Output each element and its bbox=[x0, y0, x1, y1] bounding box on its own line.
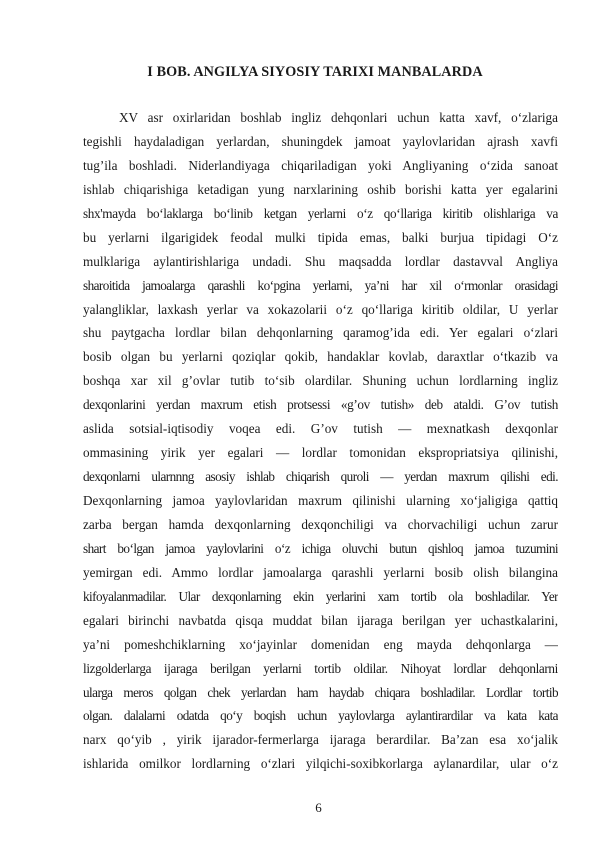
text-line: boshqa xar xil g’ovlar tutib to‘sib olardilar. Shuning uchun lordlarning ingliz bbox=[83, 373, 558, 389]
text-line: narx qo‘yib , yirik ijarador-fermerlarga ijaraga berardilar. Ba’zan esa xo‘jalik bbox=[83, 732, 558, 748]
text-line: tug’ila boshladi. Niderlandiyaga chiqariladigan yoki Angliyaning o‘zida sanoat bbox=[83, 157, 558, 173]
text-line: zarba bergan hamda dexqonlarning dexqonchiligi va chorvachiligi uchun zarur bbox=[83, 516, 558, 532]
text-line: ishlarida omilkor lordlarning o‘zlari yilqichi-soxibkorlarga aylanardilar, ular o‘z bbox=[83, 756, 558, 772]
text-line: shx'mayda bo‘laklarga bo‘linib ketgan yerlarni o‘z qo‘llariga kiritib olishlariga va bbox=[83, 205, 558, 221]
text-line: shu paytgacha lordlar bilan dehqonlarning qaramog’ida edi. Yer egalari o‘zlari bbox=[83, 325, 558, 341]
page-number: 6 bbox=[315, 800, 322, 815]
text-line: mulklariga aylantirishlariga undadi. Shu maqsadda lordlar dastavval Angliya bbox=[83, 253, 558, 269]
text-line: dexqonlarini yerdan maxrum etish protsessi «g’ov tutish» deb ataldi. G’ov tutish bbox=[83, 397, 558, 413]
text-line: ommasining yirik yer egalari — lordlar tomonidan ekspropriatsiya qilinishi, bbox=[83, 445, 558, 461]
chapter-heading: I BOB. ANGILYA SIYOSIY TARIXI MANBALARDA bbox=[147, 64, 483, 80]
text-line: bu yerlarni ilgarigidek feodal mulki tipida emas, balki burjua tipidagi O‘z bbox=[83, 229, 558, 245]
text-line: Dexqonlarning jamoa yaylovlaridan maxrum qilinishi ularning xo‘jaligiga qattiq bbox=[83, 493, 558, 508]
text-line: lizgolderlarga ijaraga berilgan yerlarni tortib oldilar. Nihoyat lordlar dehqonlarni bbox=[83, 660, 558, 676]
text-line: shart bo‘lgan jamoa yaylovlarini o‘z ichiga oluvchi butun qishloq jamoa tuzumini bbox=[83, 540, 558, 556]
text-line: aslida sotsial-iqtisodiy voqea edi. G’ov tutish — mexnatkash dexqonlar bbox=[83, 421, 558, 437]
text-line: yemirgan edi. Ammo lordlar jamoalarga qarashli yerlarni bosib olish bilangina bbox=[83, 564, 558, 580]
text-line: egalari birinchi navbatda qisqa muddat bilan ijaraga berilgan yer uchastkalarini, bbox=[83, 612, 558, 628]
text-line: ya’ni pomeshchiklarning xo‘jayinlar domenidan eng mayda dehqonlarga — bbox=[83, 636, 558, 652]
text-line: ularga meros qolgan chek yerlardan ham haydab chiqara boshladilar. Lordlar tortib bbox=[83, 684, 558, 700]
text-line: olgan. dalalarni odatda qo‘y boqish uchun yaylovlarga aylantirardilar va kata kata bbox=[83, 708, 558, 724]
text-line: yalangliklar, laxkash yerlar va xokazolarii o‘z qo‘llariga kiritib oldilar, U yerlar bbox=[83, 301, 558, 317]
text-line: kifoyalanmadilar. Ular dexqonlarning ekin yerlarini xam tortib ola boshladilar. Yer bbox=[83, 588, 558, 604]
text-line: dexqonlarni ularnnng asosiy ishlab chiqarish quroli — yerdan maxrum qilishi edi. bbox=[83, 469, 558, 485]
body-text bbox=[83, 106, 558, 776]
text-line: ishlab chiqarishiga ketadigan yung narxlarining oshib borishi katta yer egalarini bbox=[83, 181, 558, 197]
text-line: tegishli haydaladigan yerlardan, shuningdek jamoat yaylovlaridan ajrash xavfi bbox=[83, 133, 558, 149]
text-line: bosib olgan bu yerlarni qoziqlar qokib, handaklar kovlab, daraxtlar o‘tkazib va bbox=[83, 349, 558, 365]
text-line: sharoitida jamoalarga qarashli ko‘pgina yerlarni, ya’ni har xil o‘rmonlar orasidagi bbox=[83, 277, 558, 293]
text-line: XV asr oxirlaridan boshlab ingliz dehqonlari uchun katta xavf, o‘zlariga bbox=[119, 110, 558, 125]
